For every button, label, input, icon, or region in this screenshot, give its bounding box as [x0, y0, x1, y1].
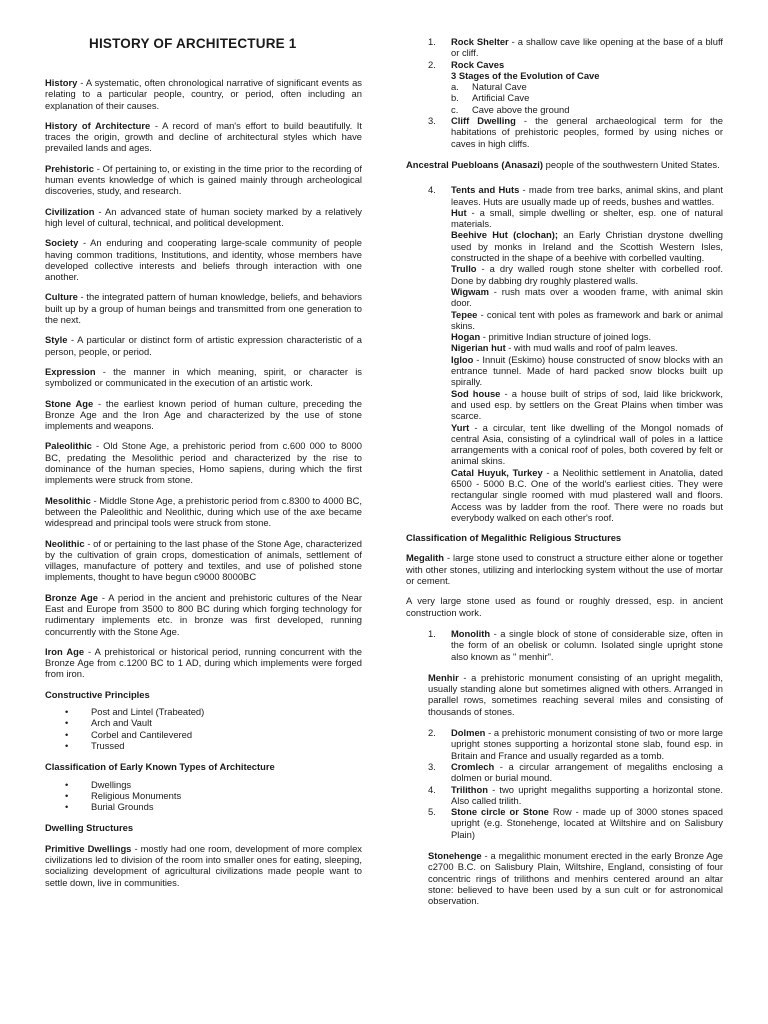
bullet-list	[45, 779, 362, 813]
page-title: HISTORY OF ARCHITECTURE 1	[89, 36, 297, 51]
definition: Bronze Age - A period in the ancient and prehistoric cultures of the Near East and Europe from 3500 to 800 BC during which forging technology for rudimentary implements etc. in bronze was first developed, running concurrently with the Stone Age.	[45, 591, 362, 637]
lettered-item: a. Natural Cave	[451, 81, 527, 93]
tent-entry: Beehive Hut (clochan); an Early Christian drystone dwelling used by monks in Ireland and the Scottish Western Isles, constructed in the shape of a beehive with corbelled vaulting.	[451, 229, 724, 264]
definition: Expression - the manner in which meaning, spirit, or character is symbolized or communicated in the execution of an artistic work.	[45, 365, 362, 389]
tent-entry: Catal Huyuk, Turkey - a Neolithic settlement in Anatolia, dated 6500 - 5000 B.C. One of the world's earliest cities. They were rectangular single roomed with mud plastered wall and floors. Access was by ladder from the roof. There were no roads but everybody walked on each other's roof.	[451, 466, 724, 523]
tent-entry: Tepee - conical tent with poles as framework and bark or animal skins.	[451, 308, 723, 331]
list-item: • Arch and Vault	[45, 717, 362, 728]
numbered-item: 3. Cliff Dwelling - the general archaeological term for the habitations of prehistoric peoples, formed by using niches or caves in high cliffs.	[428, 115, 724, 149]
definition: History of Architecture - A record of man's effort to build beautifully. It traces the origin, growth and decline of architectural styles which have prevailed lands and ages.	[45, 119, 363, 154]
numbered-item: 4. Tents and Huts - made from tree barks, animal skins, and plant leaves. Huts are usually made up of reeds, bushes and wattles. Hut - a small, simple dwelling or shelter, esp. one of natural materials. Beehive Hut (clochan); an Early Christian drystone dwelling used by monks in Ireland and the Scottish Western Isles, constructed in the shape of a beehive with corbelled vaulting. Trullo - a dry walled rough stone shelter with corbelled roof. Done by dabbing dry roughly plastered walls. Wigwam - rush mats over a wooden frame, with animal skin door. Tepee - conical tent with poles as framework and bark or animal skins. Hogan - primitive Indian structure of joined logs. Nigerian hut - with mud walls and roof of palm leaves. Igloo - Innuit (Eskimo) house constructed of snow blocks with an entrance tunnel. Made of hard packed snow blocks built up spirally. Sod house - a house built of strips of sod, laid like brickwork, and used esp. by settlers on the Great Plains when timber was scarce. Yurt - a circular, tent like dwelling of the Mongol nomads of central Asia, consisting of a cylindrical wall of poles in a lattice arrangements with a conical roof of poles, both covered by felt or animal skins. Catal Huyuk, Turkey - a Neolithic settlement in Anatolia, dated 6500 - 5000 B.C. One of the world's earliest cities. They were rectangular single roomed with mud plastered wall and floors. Access was by ladder from the roof. There were no roads but everybody walked on each other's roof.	[428, 184, 724, 523]
paragraph: A very large stone used as found or roughly dressed, esp. in ancient construction work.	[406, 595, 723, 618]
lettered-item: c. Cave above the ground	[451, 103, 570, 115]
bullet-list	[45, 706, 362, 751]
tent-entry: Sod house - a house built of strips of sod, laid like brickwork, and used esp. by settlers on the Great Plains when timber was scarce.	[451, 387, 723, 422]
definition: Iron Age - A prehistorical or historical period, running concurrent with the Bronze Age from c.1200 BC to 1 AD, during which implements were forged from iron.	[45, 645, 362, 680]
left-column	[45, 0, 362, 897]
definition: Stonehenge - a megalithic monument erected in the early Bronze Age c2700 B.C. on Salisbury Plain, Wiltshire, England, consisting of four concentric rings of trilithons and menhirs centered around an altar stone: believed to have been used by a sun cult or for astronomical observation.	[428, 850, 723, 907]
definition: Megalith - large stone used to construct a structure either alone or together with other stones, utilizing and interlocking system without the use of mortar or cement.	[406, 552, 723, 587]
section-heading: Dwelling Structures	[45, 822, 134, 834]
numbered-item: 4. Trilithon - two upright megaliths supporting a horizontal stone. Also called trilith.	[428, 783, 723, 806]
tent-entry: Igloo - Innuit (Eskimo) house constructed of snow blocks with an entrance tunnel. Made of hard packed snow blocks built up spirally.	[451, 353, 723, 388]
definition: History - A systematic, often chronological narrative of significant events as relating to a particular people, country, or period, often including an explanation of their causes.	[45, 77, 362, 111]
list-item: • Burial Grounds	[45, 801, 362, 812]
definition: Civilization - An advanced state of human society marked by a relatively high level of cultural, technical, and political development.	[45, 205, 362, 228]
list-item: • Corbel and Cantilevered	[45, 729, 362, 740]
definition: Neolithic - of or pertaining to the last phase of the Stone Age, characterized by the cultivation of grain crops, domestication of animals, settlement of villages, manufacture of pottery and textiles, and use of polished stone implements, thought to have begun c9000 8000BC	[45, 537, 362, 583]
sub-heading: 3 Stages of the Evolution of Cave	[451, 69, 600, 81]
tent-entry: Yurt - a circular, tent like dwelling of the Mongol nomads of central Asia, consisting of a cylindrical wall of poles in a lattice arrangements with a conical roof of poles, both covered by felt or animal skins.	[451, 421, 723, 467]
definition: Style - A particular or distinct form of artistic expression characteristic of a person, people, or period.	[45, 334, 362, 357]
numbered-item: 2. Rock Caves	[428, 58, 505, 70]
tent-entry: Trullo - a dry walled rough stone shelter with corbelled roof. Done by dabbing dry roughly plastered walls.	[451, 263, 723, 286]
definition: Society - An enduring and cooperating large-scale community of people having common traditions, Institutions, and identity, whose members have developed collective interests and beliefs through interaction with one another.	[45, 237, 362, 283]
paragraph: Ancestral Puebloans (Anasazi) people of the southwestern United States.	[406, 158, 720, 170]
definition: Mesolithic - Middle Stone Age, a prehistoric period from c.8300 to 4000 BC, between the Paleolithic and Neolithic, during which use of the axe became widespread and principal tools were struck from stone.	[45, 494, 362, 529]
definition: Prehistoric - Of pertaining to, or existing in the time prior to the recording of human events knowledge of which is gained mainly through archeological discoveries, study, and research.	[45, 162, 362, 197]
definition: Primitive Dwellings - mostly had one room, development of more complex civilizations led to division of the room into smaller ones for eating, sleeping, socializing development of agricultural civilizations made people want to settle down, live in communities.	[45, 842, 362, 888]
tent-entry: Wigwam - rush mats over a wooden frame, with animal skin door.	[451, 285, 723, 309]
definition: Culture - the integrated pattern of human knowledge, beliefs, and behaviors built up by a group of human beings and transmitted from one generation to the next.	[45, 291, 362, 326]
section-heading: Classification of Early Known Types of Architecture	[45, 761, 275, 773]
tent-entry: Hogan - primitive Indian structure of joined logs.	[451, 331, 652, 343]
numbered-item: 1. Monolith - a single block of stone of considerable size, often in the form of an obelisk or column. Isolated single upright stone also known as " menhir".	[428, 627, 723, 662]
list-item: • Post and Lintel (Trabeated)	[45, 706, 362, 717]
section-heading: Constructive Principles	[45, 688, 150, 700]
list-item: • Religious Monuments	[45, 790, 362, 801]
numbered-item: 2. Dolmen - a prehistoric monument consisting of two or more large upright stones supporting a horizontal stone slab, found esp. in Britain and France and usually regarded as a tomb.	[428, 727, 723, 761]
lettered-item: b. Artificial Cave	[451, 92, 530, 104]
section-heading: Classification of Megalithic Religious Structures	[406, 532, 622, 544]
definition: Menhir - a prehistoric monument consisting of an upright megalith, usually standing alone but sometimes aligned with others. Arranged in parallel rows, sometimes reaching several miles and consisting of thousands of stones.	[428, 671, 723, 717]
definition: Paleolithic - Old Stone Age, a prehistoric period from c.600 000 to 8000 BC, predating the Mesolithic period and characterized by the rise to dominance of the human species, Homo sapiens, during which the first implements were struck from stone.	[45, 440, 362, 486]
tent-entry: Nigerian hut - with mud walls and roof of palm leaves.	[451, 342, 678, 354]
numbered-item: 5. Stone circle or Stone Row - made up of 3000 stones spaced upright (e.g. Stonehenge, located at Wiltshire and on Salisbury Plain)	[428, 806, 723, 840]
numbered-item: 3. Cromlech - a circular arrangement of megaliths enclosing a dolmen or burial mound.	[428, 760, 723, 784]
list-item: • Trussed	[45, 740, 362, 751]
numbered-item: 1. Rock Shelter - a shallow cave like opening at the base of a bluff or cliff.	[428, 36, 724, 59]
right-column	[406, 36, 723, 915]
tent-entry: Tents and Huts - made from tree barks, animal skins, and plant leaves. Huts are usually made up of reeds, bushes and wattles.	[451, 184, 723, 207]
definition: Stone Age - the earliest known period of human culture, preceding the Bronze Age and the Iron Age and characterized by the use of stone implements and weapons.	[45, 397, 362, 432]
tent-entry: Hut - a small, simple dwelling or shelter, esp. one of natural materials.	[451, 206, 723, 230]
list-item: • Dwellings	[45, 779, 362, 790]
